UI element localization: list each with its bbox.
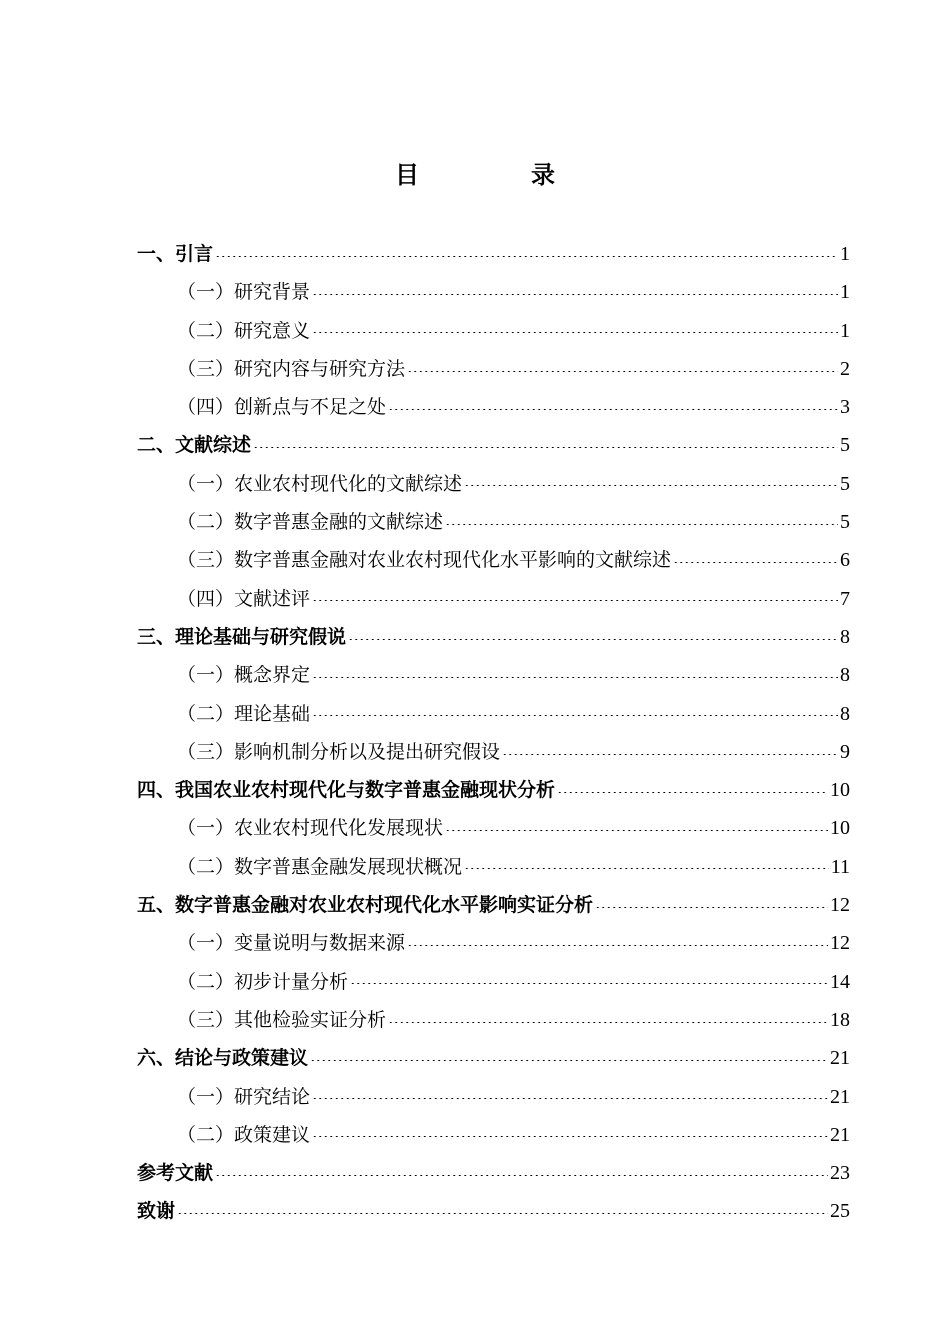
toc-dot-leader [502,754,838,755]
toc-entry-page-number: 2 [840,357,850,380]
toc-entry[interactable] [137,695,850,733]
toc-entry[interactable] [137,350,850,388]
toc-entry-page-number: 21 [830,1123,850,1146]
toc-dot-leader [253,447,838,448]
toc-dot-leader [673,562,838,563]
toc-entry-label: （三）数字普惠金融对农业农村现代化水平影响的文献综述 [177,549,672,572]
toc-entry-page-number: 5 [840,472,850,495]
toc-dot-leader [407,371,838,372]
toc-dot-leader [445,524,838,525]
page-title: 目 录 [395,161,599,189]
toc-entry[interactable] [137,771,850,809]
toc-entry[interactable] [137,1192,850,1230]
toc-entry-page-number: 6 [840,549,850,572]
toc-entry-label: （二）数字普惠金融发展现状概况 [177,855,463,878]
toc-entry-label: 三、理论基础与研究假说 [137,625,347,648]
toc-entry-page-number: 8 [840,664,850,687]
toc-dot-leader [407,945,828,946]
toc-entry-label: 二、文献综述 [137,434,252,457]
toc-dot-leader [557,792,828,793]
toc-entry-page-number: 23 [830,1162,850,1185]
toc-entry-label: （二）初步计量分析 [177,970,349,993]
toc-entry-page-number: 12 [830,932,850,955]
toc-entry[interactable] [137,963,850,1001]
toc-entry[interactable] [137,809,850,847]
toc-dot-leader [312,600,838,601]
toc-entry-page-number: 3 [840,396,850,419]
toc-entry-label: （二）理论基础 [177,702,311,725]
toc-entry-page-number: 25 [830,1200,850,1223]
toc-entry-page-number: 12 [830,894,850,917]
toc-entry-label: 参考文献 [137,1162,214,1185]
toc-entry[interactable] [137,1001,850,1039]
toc-dot-leader [312,1136,828,1137]
toc-entry-label: （二）政策建议 [177,1123,311,1146]
table-of-contents [137,235,850,1231]
toc-dot-leader [348,639,838,640]
toc-entry-label: （一）变量说明与数据来源 [177,932,406,955]
toc-dot-leader [464,868,829,869]
toc-entry-page-number: 5 [840,511,850,534]
toc-dot-leader [215,256,838,257]
toc-entry-page-number: 8 [840,702,850,725]
toc-dot-leader [464,485,838,486]
toc-entry-label: （二）数字普惠金融的文献综述 [177,511,444,534]
toc-entry-label: 五、数字普惠金融对农业农村现代化水平影响实证分析 [137,894,594,917]
toc-entry[interactable] [137,1154,850,1192]
toc-entry[interactable] [137,848,850,886]
toc-entry-page-number: 1 [840,243,850,265]
toc-entry-page-number: 14 [830,970,850,993]
toc-entry-label: （四）创新点与不足之处 [177,396,387,419]
toc-entry[interactable] [137,541,850,579]
toc-entry[interactable] [137,924,850,962]
toc-entry-page-number: 10 [830,779,850,802]
toc-entry-page-number: 21 [830,1085,850,1108]
toc-entry[interactable] [137,1039,850,1077]
toc-dot-leader [215,1175,828,1176]
toc-dot-leader [177,1213,828,1214]
toc-entry[interactable] [137,235,850,273]
toc-dot-leader [312,294,838,295]
toc-entry-label: 一、引言 [137,243,214,265]
toc-entry-page-number: 5 [840,434,850,457]
toc-entry-label: （一）农业农村现代化的文献综述 [177,472,463,495]
toc-entry[interactable] [137,465,850,503]
toc-dot-leader [445,830,828,831]
toc-dot-leader [350,983,828,984]
toc-entry[interactable] [137,580,850,618]
toc-entry[interactable] [137,1116,850,1154]
toc-entry-page-number: 1 [840,281,850,304]
toc-entry-label: （三）其他检验实证分析 [177,1008,387,1031]
toc-dot-leader [312,332,838,333]
toc-dot-leader [388,409,838,410]
toc-entry[interactable] [137,1078,850,1116]
toc-entry[interactable] [137,388,850,426]
toc-dot-leader [595,907,828,908]
toc-entry-label: （一）研究结论 [177,1085,311,1108]
toc-entry[interactable] [137,273,850,311]
toc-entry[interactable] [137,733,850,771]
toc-entry[interactable] [137,656,850,694]
toc-entry-label: （三）影响机制分析以及提出研究假设 [177,740,501,763]
toc-entry-page-number: 9 [840,740,850,763]
toc-entry-label: （一）概念界定 [177,664,311,687]
toc-entry-label: （四）文献述评 [177,587,311,610]
toc-entry[interactable] [137,886,850,924]
toc-entry-page-number: 1 [840,319,850,342]
toc-entry-page-number: 21 [830,1047,850,1070]
toc-dot-leader [388,1022,828,1023]
toc-dot-leader [312,1098,828,1099]
toc-dot-leader [312,715,838,716]
toc-entry-page-number: 8 [840,625,850,648]
toc-entry[interactable] [137,312,850,350]
toc-entry-label: （三）研究内容与研究方法 [177,357,406,380]
toc-entry[interactable] [137,503,850,541]
toc-dot-leader [312,677,838,678]
toc-entry[interactable] [137,426,850,464]
toc-entry-page-number: 7 [840,587,850,610]
toc-entry-label: （二）研究意义 [177,319,311,342]
toc-entry-label: 四、我国农业农村现代化与数字普惠金融现状分析 [137,779,556,802]
toc-entry-label: （一）研究背景 [177,281,311,304]
toc-entry-page-number: 10 [830,817,850,840]
toc-entry-page-number: 18 [830,1008,850,1031]
toc-entry-page-number: 11 [830,855,850,878]
toc-entry-label: 致谢 [137,1200,176,1223]
toc-entry[interactable] [137,618,850,656]
toc-entry-label: （一）农业农村现代化发展现状 [177,817,444,840]
toc-entry-label: 六、结论与政策建议 [137,1047,309,1070]
toc-dot-leader [310,1060,828,1061]
